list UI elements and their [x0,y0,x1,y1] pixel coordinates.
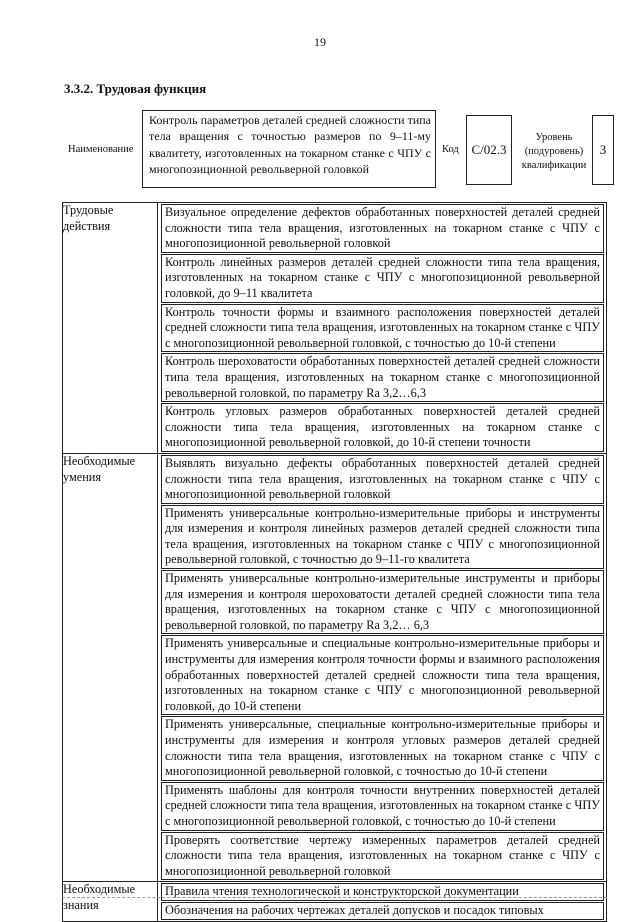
section-label-line: Трудовые [63,203,114,217]
level-label-line-1: Уровень [535,132,573,143]
list-item: Применять универсальные контрольно-измерительные инструменты и приборы для измерения и контроля шероховатости деталей средней сложности типа тела вращения, изготовленных на токарном станке с ЧПУ с многопозиционной револьверной головкой, по параметру Ra 3,2… 6,3 [161,570,604,634]
page-number: 19 [314,35,326,49]
list-item: Правила чтения технологической и конструкторской документации [161,883,604,901]
section-label-line: умения [63,469,102,484]
level-label [518,131,590,173]
list-item: Обозначения на рабочих чертежах деталей допусков и посадок типовых [161,902,604,920]
requirements-table [62,202,607,922]
list-item: Применять шаблоны для контроля точности внутренних поверхностей деталей средней сложности типа тела вращения, изготовленных на токарном станке с ЧПУ с многопозиционной револьверной головкой, с точностью до 10-й степени [161,782,604,831]
section-label-line: действия [63,218,111,233]
section-label [63,203,158,454]
list-item: Контроль точности формы и взаимного расположения поверхностей деталей средней сложности типа тела вращения, изготовленных на токарном станке с ЧПУ с многопозиционной револьверной головкой, с точностью до 10-й степени [161,304,604,353]
list-item: Проверять соответствие чертежу измеренных параметров деталей средней сложности типа тела вращения, изготовленных на токарном станке с ЧПУ с многопозиционной револьверной головкой [161,832,604,881]
level-label-line-3: квалификации [521,160,587,171]
list-item: Визуальное определение дефектов обработанных поверхностей деталей средней сложности типа тела вращения, изготовленных на токарном станке с ЧПУ с многопозиционной револьверной головкой [161,204,604,253]
section-items [158,453,607,881]
section-label [63,882,158,921]
section-items [158,882,607,921]
list-item: Применять универсальные, специальные контрольно-измерительные приборы и инструменты для измерения и контроля угловых размеров деталей средней сложности типа тела вращения, изготовленных на токарном станке с ЧПУ с многопозиционной револьверной головкой, с точностью до 10-й степени [161,716,604,780]
section-row [63,882,607,921]
section-items [158,203,607,454]
list-item: Применять универсальные и специальные контрольно-измерительные приборы и инструменты для измерения контроля точности формы и взаимного расположения обработанных поверхностей деталей средней сложности типа тела вращения, изготовленных на токарном станке с ЧПУ с многопозиционной револьверной головкой, до 10-й степени [161,635,604,715]
name-label: Наименование [68,144,134,155]
list-item: Выявлять визуально дефекты обработанных поверхностей деталей средней сложности типа тела вращения, изготовленных на токарном станке с ЧПУ с многопозиционной револьверной головкой [161,455,604,504]
section-row [63,203,607,454]
list-item: Контроль угловых размеров обработанных поверхностей деталей средней сложности типа тела вращения, изготовленных на токарном станке с многопозиционной револьверной головкой, до 10-й степени точности [161,403,604,452]
list-item: Применять универсальные контрольно-измерительные приборы и инструменты для измерения и контроля линейных размеров деталей средней сложности типа тела вращения, изготовленных на токарном станке с ЧПУ с многопозиционной револьверной головкой, с точностью до 9–11-го квалитета [161,505,604,569]
section-row [63,453,607,881]
list-item: Контроль линейных размеров деталей средней сложности типа тела вращения, изготовленных на токарном станке с ЧПУ с многопозиционной револьверной головкой, до 9–11 квалитета [161,254,604,303]
section-title: 3.3.2. Трудовая функция [64,81,207,96]
code-label: Код [442,144,459,155]
code-value-box: С/02.3 [466,115,512,185]
section-label-line: Необходимые [63,453,136,468]
page-bottom-edge [62,897,607,898]
level-label-line-2: (подуровень) [524,146,584,157]
list-item: Контроль шероховатости обработанных поверхностей деталей средней сложности типа тела вращения, изготовленных на токарном станке с многопозиционной револьверной головкой, по параметру Ra 3,2…6,3 [161,353,604,402]
section-label-line: знания [63,897,99,912]
section-label-line: Необходимые [63,882,136,897]
level-value-box: 3 [592,115,614,185]
section-label [63,453,158,881]
function-name-box: Контроль параметров деталей средней сложности типа тела вращения с точностью размеров по 9–11-му квалитету, изготовленных на токарном станке с ЧПУ с многопозиционной револьверной головкой [142,110,436,188]
